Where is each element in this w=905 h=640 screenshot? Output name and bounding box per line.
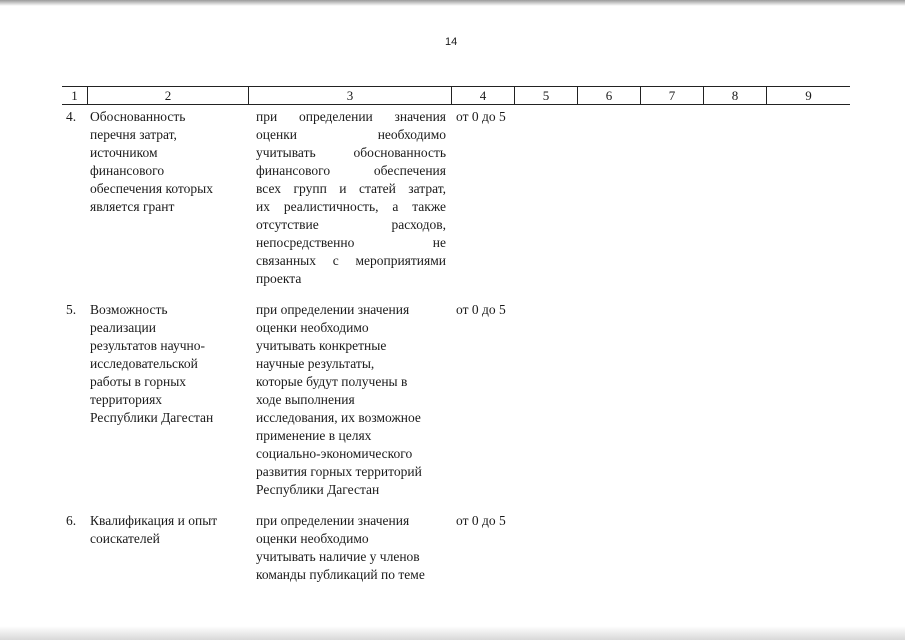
description-cell [256,108,446,288]
description-line: научные результаты, [256,356,375,371]
row-number: 5. [66,302,77,317]
description-line: развития горных территорий [256,464,422,479]
description-line: оценки необходимо [256,320,369,335]
table-header-row [62,86,850,105]
criterion-line: исследовательской [90,356,198,371]
criterion-line: Квалификация и опыт [90,513,218,528]
scan-top-edge [0,0,905,6]
criterion-line: Возможность [90,302,168,317]
description-line: учитывать наличие у членов [256,549,420,564]
description-line: проекта [256,271,302,286]
description-line: ходе выполнения [256,392,355,407]
description-line: социально-экономического [256,446,413,461]
criterion-line: финансового [90,163,165,178]
description-line: при определении значения [256,302,410,317]
description-line: учитывать конкретные [256,338,387,353]
row-number: 6. [66,513,77,528]
header-col-1: 1 [71,88,78,103]
description-cell [256,301,446,499]
description-line: при определении значения [256,109,446,124]
header-col-4: 4 [451,87,514,104]
criterion-cell [90,301,250,427]
criterion-line: работы в горных [90,374,187,389]
header-col-3: 3 [248,87,451,104]
description-line: всех групп и статей затрат, [256,181,446,196]
criterion-line: перечня затрат, [90,127,177,142]
page-number: 14 [445,36,458,48]
score-range: от 0 до 5 [456,109,506,124]
header-col-2: 2 [87,87,248,104]
criterion-line: Обоснованность [90,109,186,124]
description-line: применение в целях [256,428,372,443]
description-line: непосредственно не [256,235,446,250]
criterion-line: является грант [90,199,175,214]
score-range: от 0 до 5 [456,513,506,528]
description-line: Республики Дагестан [256,482,380,497]
criterion-line: результатов научно- [90,338,205,353]
description-line: их реалистичность, а также [256,199,446,214]
scan-bottom-edge [0,626,905,640]
criterion-line: Республики Дагестан [90,410,214,425]
description-line: команды публикаций по теме [256,567,425,582]
description-line: учитывать обоснованность [256,145,446,160]
score-range: от 0 до 5 [456,302,506,317]
description-line: при определении значения [256,513,410,528]
description-line: отсутствие расходов, [256,217,446,232]
header-col-7: 7 [640,87,703,104]
description-line: финансового обеспечения [256,163,446,178]
header-col-6: 6 [577,87,640,104]
header-col-5: 5 [514,87,577,104]
header-col-8: 8 [703,87,766,104]
row-number: 4. [66,109,77,124]
criterion-line: реализации [90,320,156,335]
criterion-line: обеспечения которых [90,181,213,196]
description-line: оценки необходимо [256,531,369,546]
criterion-line: территориях [90,392,163,407]
description-line: которые будут получены в [256,374,408,389]
description-line: оценки необходимо [256,127,446,142]
criterion-line: соискателей [90,531,160,546]
header-col-9: 9 [766,87,850,104]
description-cell [256,512,446,584]
description-line: исследования, их возможное [256,410,421,425]
description-line: связанных с мероприятиями [256,253,446,268]
criterion-cell [90,108,250,216]
criterion-line: источником [90,145,158,160]
criterion-cell [90,512,250,548]
